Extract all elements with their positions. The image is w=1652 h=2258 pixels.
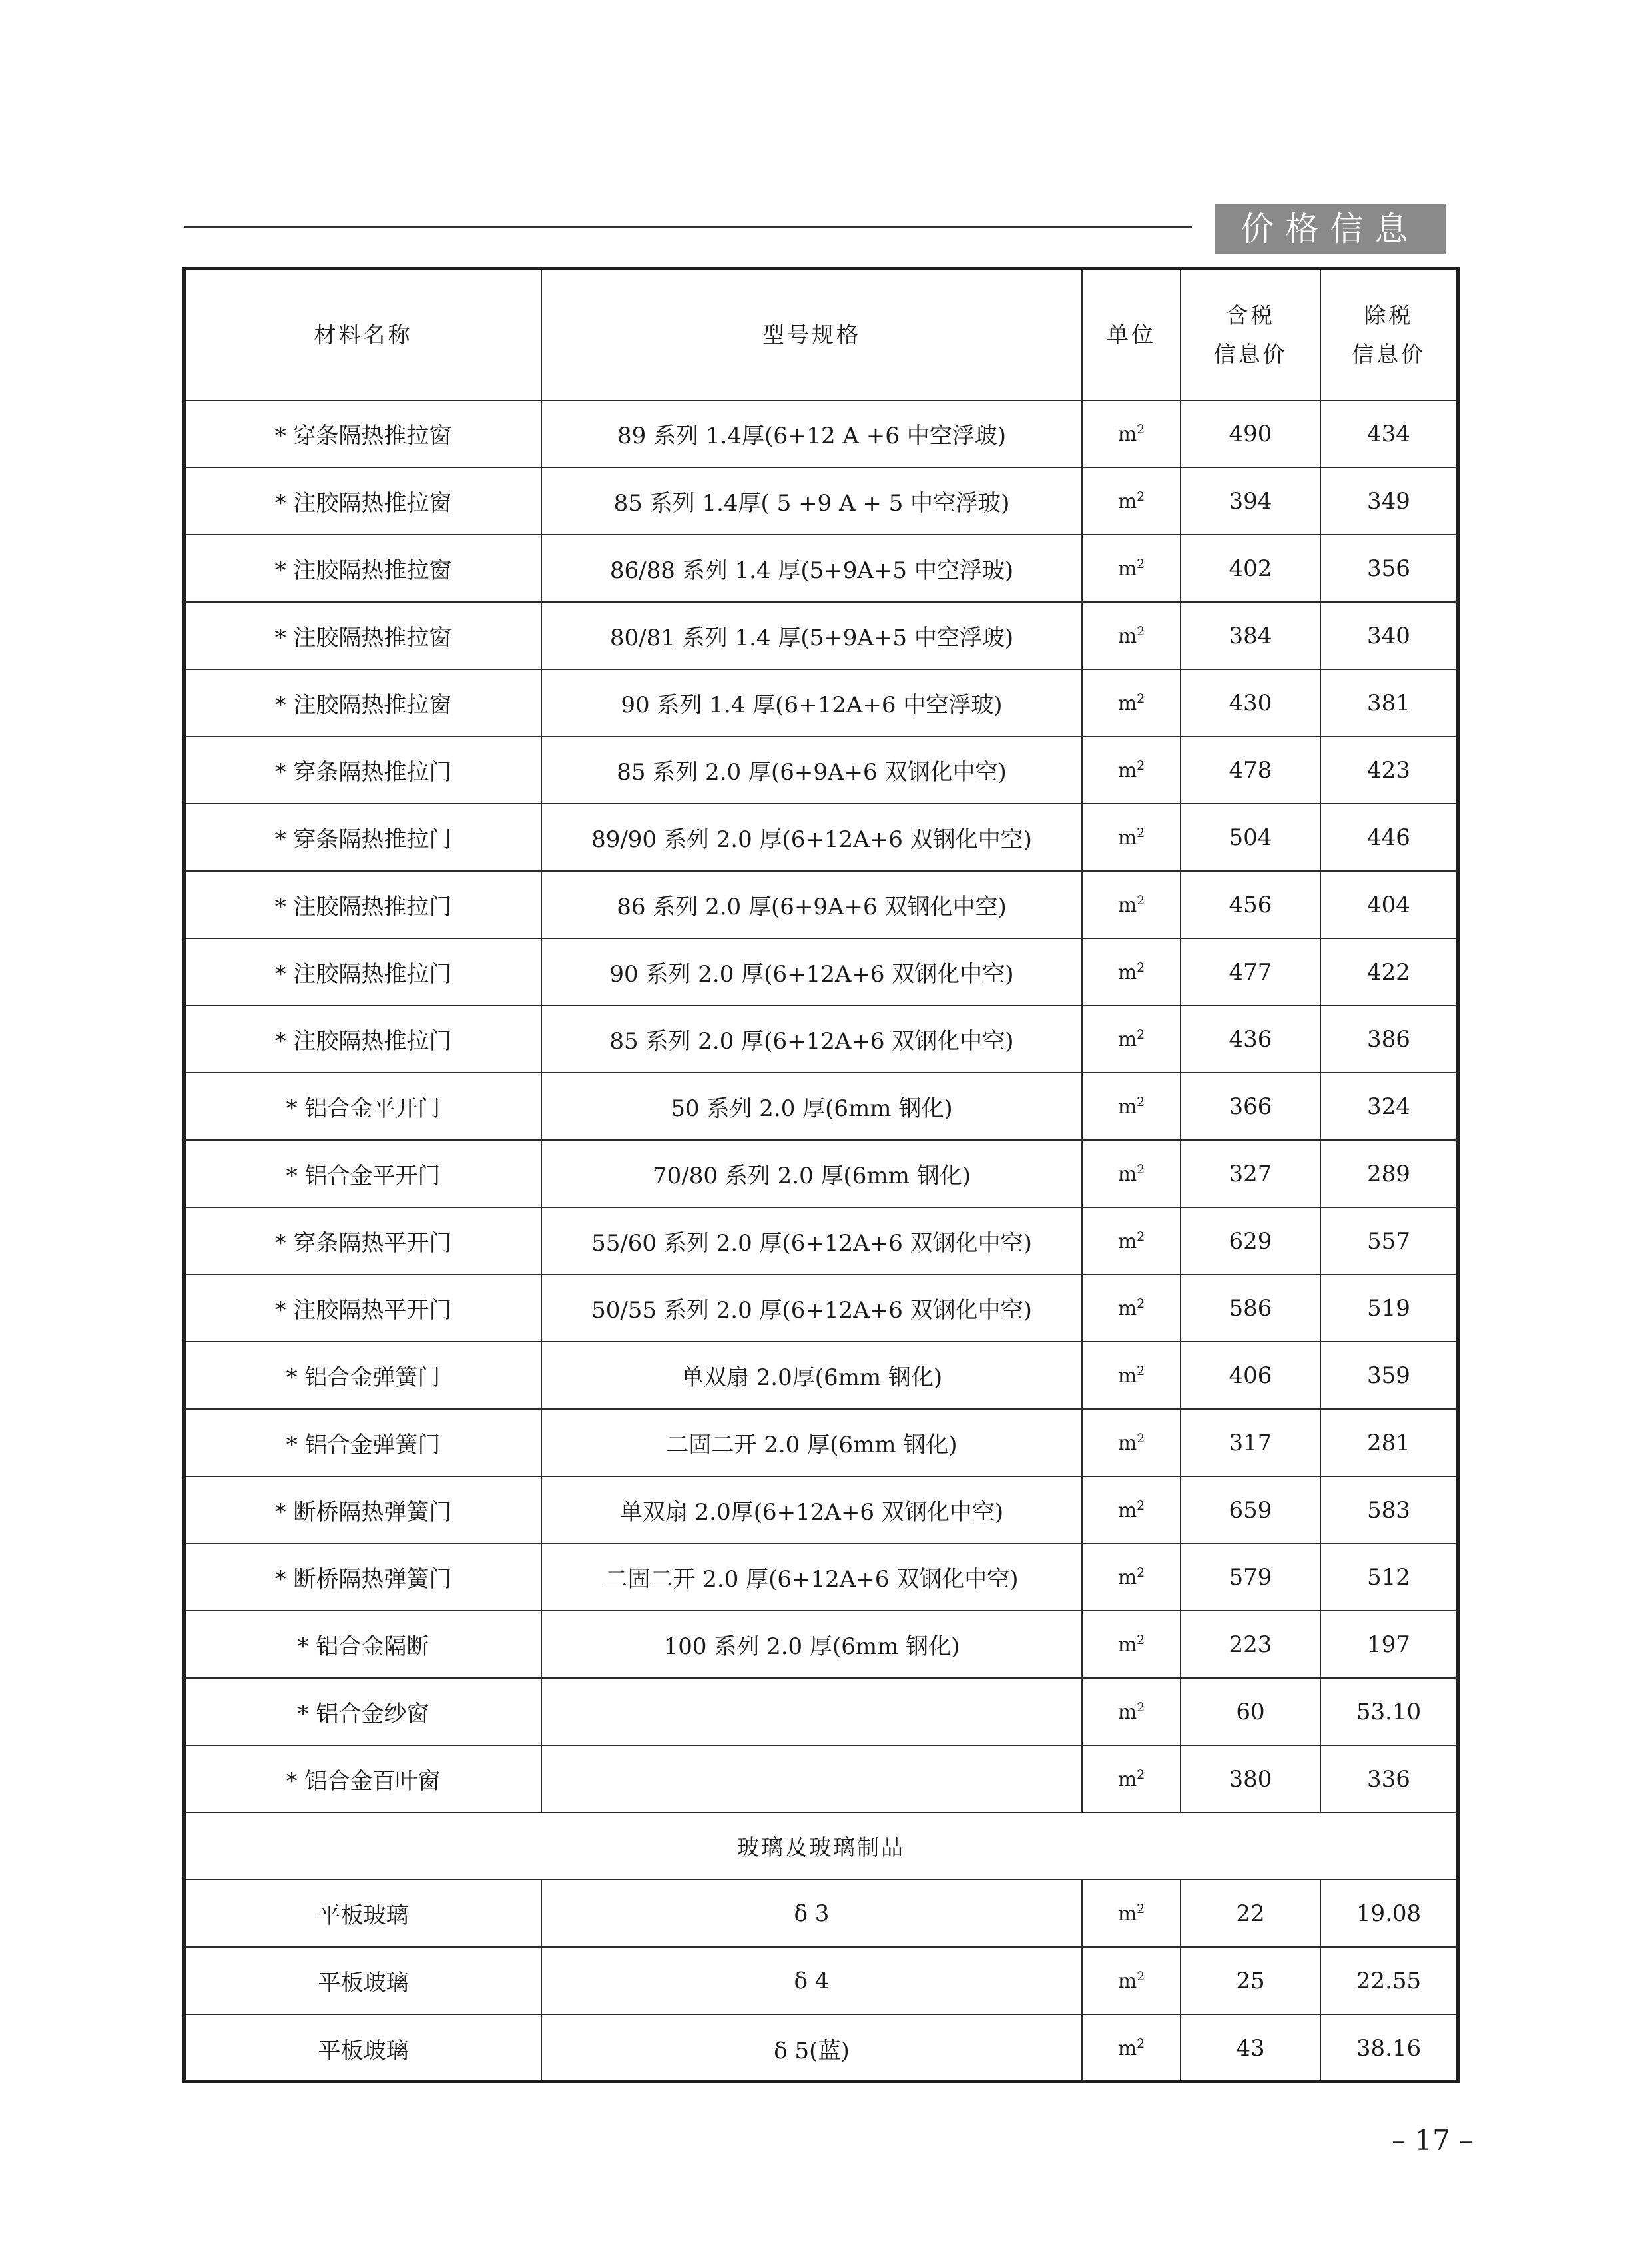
table-row — [186, 1342, 1456, 1409]
unit-exponent: 2 — [1137, 1699, 1145, 1715]
unit-base: m — [1117, 1902, 1137, 1926]
table-header-row — [186, 270, 1456, 400]
table-row — [186, 1140, 1456, 1207]
cell-price-notax: 446 — [1320, 804, 1456, 871]
cell-name: 平板玻璃 — [186, 2014, 541, 2082]
table-row — [186, 804, 1456, 871]
page-number: – 17 – — [1392, 2124, 1474, 2157]
cell-name: * 注胶隔热推拉窗 — [186, 467, 541, 535]
unit-base: m — [1117, 1296, 1137, 1320]
table-row — [186, 2014, 1456, 2082]
table-row — [186, 1678, 1456, 1745]
cell-spec: 二固二开 2.0 厚(6+12A+6 双钢化中空) — [541, 1544, 1082, 1611]
unit-exponent: 2 — [1137, 1430, 1145, 1446]
cell-price-tax: 586 — [1181, 1274, 1320, 1342]
cell-price-notax: 197 — [1320, 1611, 1456, 1678]
cell-price-tax: 22 — [1181, 1880, 1320, 1947]
unit-exponent: 2 — [1137, 1968, 1145, 1984]
table-row — [186, 938, 1456, 1005]
cell-name: * 铝合金平开门 — [186, 1140, 541, 1207]
cell-name: * 铝合金隔断 — [186, 1611, 541, 1678]
cell-price-notax: 386 — [1320, 1005, 1456, 1073]
col-header-price-tax-line1: 含税 — [1226, 302, 1275, 328]
unit-exponent: 2 — [1137, 2036, 1145, 2051]
cell-price-tax: 402 — [1181, 535, 1320, 602]
table-row — [186, 1476, 1456, 1544]
col-header-price-notax-line1: 除税 — [1364, 302, 1414, 328]
unit-base: m — [1117, 557, 1137, 581]
cell-price-tax: 317 — [1181, 1409, 1320, 1476]
cell-price-tax: 60 — [1181, 1678, 1320, 1745]
col-header-spec: 型号规格 — [541, 270, 1082, 400]
cell-price-notax: 356 — [1320, 535, 1456, 602]
cell-spec: 86 系列 2.0 厚(6+9A+6 双钢化中空) — [541, 871, 1082, 938]
cell-unit — [1082, 1745, 1181, 1813]
cell-price-notax: 512 — [1320, 1544, 1456, 1611]
cell-price-notax: 349 — [1320, 467, 1456, 535]
cell-unit — [1082, 1342, 1181, 1409]
cell-price-tax: 380 — [1181, 1745, 1320, 1813]
cell-name: 平板玻璃 — [186, 1880, 541, 1947]
unit-exponent: 2 — [1137, 1027, 1145, 1042]
cell-name: * 铝合金弹簧门 — [186, 1342, 541, 1409]
table-row — [186, 602, 1456, 669]
table-row — [186, 400, 1456, 467]
cell-name: * 注胶隔热推拉门 — [186, 938, 541, 1005]
unit-base: m — [1117, 758, 1137, 782]
unit-base: m — [1117, 1498, 1137, 1522]
cell-unit — [1082, 669, 1181, 736]
cell-name: * 断桥隔热弹簧门 — [186, 1476, 541, 1544]
unit-base: m — [1117, 1162, 1137, 1186]
unit-base: m — [1117, 2037, 1137, 2060]
cell-spec — [541, 1745, 1082, 1813]
cell-price-notax: 583 — [1320, 1476, 1456, 1544]
unit-base: m — [1117, 1229, 1137, 1253]
cell-spec: 89/90 系列 2.0 厚(6+12A+6 双钢化中空) — [541, 804, 1082, 871]
cell-unit — [1082, 1409, 1181, 1476]
cell-unit — [1082, 1005, 1181, 1073]
cell-price-tax: 406 — [1181, 1342, 1320, 1409]
cell-spec — [541, 1678, 1082, 1745]
unit-exponent: 2 — [1137, 1901, 1145, 1916]
cell-price-tax: 327 — [1181, 1140, 1320, 1207]
cell-price-tax: 384 — [1181, 602, 1320, 669]
cell-name: * 注胶隔热推拉门 — [186, 1005, 541, 1073]
cell-unit — [1082, 871, 1181, 938]
cell-spec: 85 系列 2.0 厚(6+9A+6 双钢化中空) — [541, 736, 1082, 804]
table-row — [186, 1409, 1456, 1476]
cell-spec: 50/55 系列 2.0 厚(6+12A+6 双钢化中空) — [541, 1274, 1082, 1342]
cell-spec: 单双扇 2.0厚(6mm 钢化) — [541, 1342, 1082, 1409]
cell-price-notax: 381 — [1320, 669, 1456, 736]
cell-name: * 注胶隔热推拉窗 — [186, 669, 541, 736]
cell-spec: 89 系列 1.4厚(6+12 A +6 中空浮玻) — [541, 400, 1082, 467]
col-header-price-tax — [1181, 270, 1320, 400]
cell-unit — [1082, 1140, 1181, 1207]
cell-price-notax: 557 — [1320, 1207, 1456, 1274]
unit-base: m — [1117, 691, 1137, 715]
cell-price-tax: 223 — [1181, 1611, 1320, 1678]
cell-price-tax: 25 — [1181, 1947, 1320, 2014]
unit-base: m — [1117, 422, 1137, 446]
unit-exponent: 2 — [1137, 1296, 1145, 1311]
unit-base: m — [1117, 1027, 1137, 1051]
cell-price-tax: 659 — [1181, 1476, 1320, 1544]
unit-base: m — [1117, 1633, 1137, 1657]
table-row — [186, 736, 1456, 804]
unit-base: m — [1117, 960, 1137, 984]
cell-unit — [1082, 1073, 1181, 1140]
col-header-price-tax-line2: 信息价 — [1213, 341, 1288, 367]
unit-base: m — [1117, 489, 1137, 513]
cell-price-notax: 519 — [1320, 1274, 1456, 1342]
unit-exponent: 2 — [1137, 892, 1145, 908]
cell-name: * 铝合金百叶窗 — [186, 1745, 541, 1813]
table-row — [186, 1073, 1456, 1140]
unit-exponent: 2 — [1137, 1565, 1145, 1580]
unit-base: m — [1117, 1767, 1137, 1791]
cell-price-tax: 477 — [1181, 938, 1320, 1005]
cell-price-tax: 504 — [1181, 804, 1320, 871]
cell-price-tax: 366 — [1181, 1073, 1320, 1140]
table-row — [186, 1880, 1456, 1947]
unit-exponent: 2 — [1137, 1094, 1145, 1109]
cell-name: * 穿条隔热推拉门 — [186, 804, 541, 871]
cell-name: * 注胶隔热推拉窗 — [186, 535, 541, 602]
section-title: 玻璃及玻璃制品 — [186, 1813, 1456, 1880]
unit-exponent: 2 — [1137, 960, 1145, 975]
cell-price-tax: 579 — [1181, 1544, 1320, 1611]
cell-unit — [1082, 602, 1181, 669]
cell-unit — [1082, 1544, 1181, 1611]
col-header-name: 材料名称 — [186, 270, 541, 400]
cell-spec: 86/88 系列 1.4 厚(5+9A+5 中空浮玻) — [541, 535, 1082, 602]
cell-price-notax: 359 — [1320, 1342, 1456, 1409]
unit-base: m — [1117, 1431, 1137, 1455]
cell-name: * 注胶隔热推拉窗 — [186, 602, 541, 669]
cell-price-notax: 22.55 — [1320, 1947, 1456, 2014]
cell-name: * 穿条隔热平开门 — [186, 1207, 541, 1274]
cell-spec: δ 4 — [541, 1947, 1082, 2014]
col-header-unit: 单位 — [1082, 270, 1181, 400]
cell-price-notax: 38.16 — [1320, 2014, 1456, 2082]
unit-exponent: 2 — [1137, 489, 1145, 504]
cell-name: * 注胶隔热推拉门 — [186, 871, 541, 938]
table-row — [186, 1274, 1456, 1342]
cell-name: * 注胶隔热平开门 — [186, 1274, 541, 1342]
cell-price-tax: 43 — [1181, 2014, 1320, 2082]
cell-price-tax: 394 — [1181, 467, 1320, 535]
unit-base: m — [1117, 1364, 1137, 1388]
cell-price-notax: 404 — [1320, 871, 1456, 938]
header-rule — [184, 226, 1192, 228]
cell-price-tax: 456 — [1181, 871, 1320, 938]
cell-spec: 85 系列 2.0 厚(6+12A+6 双钢化中空) — [541, 1005, 1082, 1073]
cell-unit — [1082, 1678, 1181, 1745]
unit-base: m — [1117, 624, 1137, 648]
unit-base: m — [1117, 1700, 1137, 1724]
col-header-price-notax-line2: 信息价 — [1352, 341, 1426, 367]
unit-exponent: 2 — [1137, 1498, 1145, 1513]
cell-unit — [1082, 804, 1181, 871]
unit-base: m — [1117, 1969, 1137, 1993]
cell-price-notax: 53.10 — [1320, 1678, 1456, 1745]
cell-spec: 90 系列 1.4 厚(6+12A+6 中空浮玻) — [541, 669, 1082, 736]
cell-name: 平板玻璃 — [186, 1947, 541, 2014]
cell-spec: δ 3 — [541, 1880, 1082, 1947]
cell-name: * 铝合金平开门 — [186, 1073, 541, 1140]
cell-unit — [1082, 400, 1181, 467]
unit-base: m — [1117, 1095, 1137, 1119]
table-row — [186, 1611, 1456, 1678]
cell-unit — [1082, 1274, 1181, 1342]
table-row — [186, 1947, 1456, 2014]
cell-spec: 80/81 系列 1.4 厚(5+9A+5 中空浮玻) — [541, 602, 1082, 669]
cell-price-tax: 436 — [1181, 1005, 1320, 1073]
cell-price-notax: 340 — [1320, 602, 1456, 669]
table-row — [186, 1745, 1456, 1813]
unit-exponent: 2 — [1137, 623, 1145, 639]
cell-name: * 穿条隔热推拉门 — [186, 736, 541, 804]
cell-spec: 55/60 系列 2.0 厚(6+12A+6 双钢化中空) — [541, 1207, 1082, 1274]
unit-exponent: 2 — [1137, 1161, 1145, 1177]
section-tag: 价格信息 — [1215, 204, 1446, 254]
cell-price-tax: 490 — [1181, 400, 1320, 467]
cell-price-notax: 289 — [1320, 1140, 1456, 1207]
table-row — [186, 535, 1456, 602]
cell-price-notax: 19.08 — [1320, 1880, 1456, 1947]
cell-price-notax: 422 — [1320, 938, 1456, 1005]
section-header-row — [186, 1813, 1456, 1880]
cell-unit — [1082, 736, 1181, 804]
cell-price-tax: 430 — [1181, 669, 1320, 736]
table-body — [186, 400, 1456, 2082]
table-row — [186, 1207, 1456, 1274]
unit-base: m — [1117, 893, 1137, 917]
cell-unit — [1082, 1207, 1181, 1274]
cell-unit — [1082, 1611, 1181, 1678]
cell-unit — [1082, 467, 1181, 535]
unit-exponent: 2 — [1137, 825, 1145, 840]
cell-spec: 85 系列 1.4厚( 5 +9 A + 5 中空浮玻) — [541, 467, 1082, 535]
unit-exponent: 2 — [1137, 758, 1145, 773]
unit-exponent: 2 — [1137, 1632, 1145, 1647]
unit-base: m — [1117, 1565, 1137, 1589]
cell-spec: 100 系列 2.0 厚(6mm 钢化) — [541, 1611, 1082, 1678]
table-row — [186, 467, 1456, 535]
table-row — [186, 1005, 1456, 1073]
cell-name: * 穿条隔热推拉窗 — [186, 400, 541, 467]
cell-name: * 铝合金弹簧门 — [186, 1409, 541, 1476]
cell-spec: 单双扇 2.0厚(6+12A+6 双钢化中空) — [541, 1476, 1082, 1544]
unit-exponent: 2 — [1137, 556, 1145, 571]
cell-unit — [1082, 535, 1181, 602]
unit-exponent: 2 — [1137, 1229, 1145, 1244]
unit-base: m — [1117, 826, 1137, 850]
cell-price-notax: 434 — [1320, 400, 1456, 467]
cell-price-notax: 336 — [1320, 1745, 1456, 1813]
price-table — [186, 270, 1456, 2082]
table-row — [186, 669, 1456, 736]
cell-price-notax: 423 — [1320, 736, 1456, 804]
cell-unit — [1082, 2014, 1181, 2082]
cell-price-tax: 629 — [1181, 1207, 1320, 1274]
cell-spec: δ 5(蓝) — [541, 2014, 1082, 2082]
cell-spec: 二固二开 2.0 厚(6mm 钢化) — [541, 1409, 1082, 1476]
cell-unit — [1082, 1476, 1181, 1544]
cell-price-notax: 281 — [1320, 1409, 1456, 1476]
unit-exponent: 2 — [1137, 422, 1145, 437]
cell-spec: 90 系列 2.0 厚(6+12A+6 双钢化中空) — [541, 938, 1082, 1005]
cell-name: * 铝合金纱窗 — [186, 1678, 541, 1745]
col-header-price-notax — [1320, 270, 1456, 400]
cell-unit — [1082, 938, 1181, 1005]
unit-exponent: 2 — [1137, 1363, 1145, 1378]
table-row — [186, 871, 1456, 938]
cell-price-tax: 478 — [1181, 736, 1320, 804]
table-row — [186, 1544, 1456, 1611]
cell-unit — [1082, 1880, 1181, 1947]
cell-price-notax: 324 — [1320, 1073, 1456, 1140]
unit-exponent: 2 — [1137, 691, 1145, 706]
cell-unit — [1082, 1947, 1181, 2014]
cell-name: * 断桥隔热弹簧门 — [186, 1544, 541, 1611]
unit-exponent: 2 — [1137, 1767, 1145, 1782]
cell-spec: 70/80 系列 2.0 厚(6mm 钢化) — [541, 1140, 1082, 1207]
cell-spec: 50 系列 2.0 厚(6mm 钢化) — [541, 1073, 1082, 1140]
